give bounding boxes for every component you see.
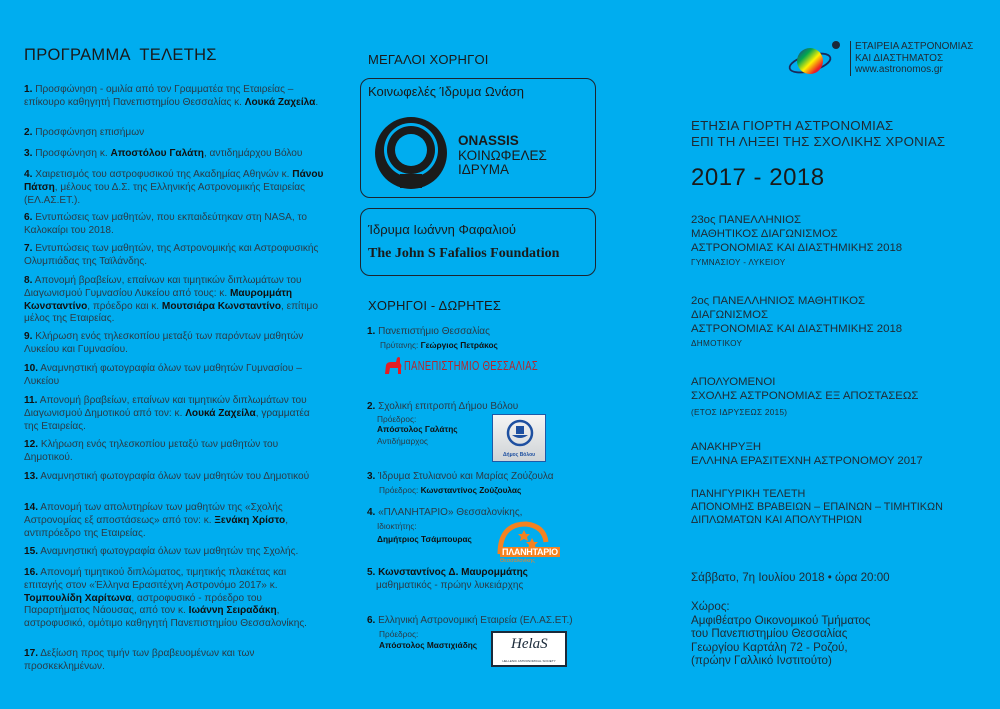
onassis-logo-icon [370,112,452,194]
event-title: ΕΤΗΣΙΑ ΓΙΟΡΤΗ ΑΣΤΡΟΝΟΜΙΑΣ ΕΠΙ ΤΗ ΛΗΞΕΙ ΤΗΣ ΣΧΟΛΙΚΗΣ ΧΡΟΝΙΑΣ [691,118,946,149]
event-section: ΠΑΝΗΓΥΡΙΚΗ ΤΕΛΕΤΗ ΑΠΟΝΟΜΗΣ ΒΡΑΒΕΙΩΝ – ΕΠΑΙΝΩΝ – ΤΙΜΗΤΙΚΩΝ ΔΙΠΛΩΜΑΤΩΝ ΚΑΙ ΑΠΟΛΥΤΗΡΙΩΝ [691,488,943,526]
donor-role: Ιδιοκτήτης: [377,521,417,531]
program-item: 8. Απονομή βραβείων, επαίνων και τιμητικών διπλωμάτων του Διαγωνισμού Γυμνασίου Λυκείου από τους: κ. Μαυρομμάτη Κωνσταντίνο, πρόεδρο και κ. Μουτσιάρα Κωνσταντίνο, επίτιμο μέλος της Εταιρείας. [24,275,318,325]
donor-person: Απόστολος Γαλάτης [377,424,458,434]
program-item: 6. Εντυπώσεις των μαθητών, που εκπαιδεύτηκαν στη NASA, το Καλοκαίρι του 2018. [24,212,307,236]
event-section: ΑΠΟΛΥΟΜΕΝΟΙ ΣΧΟΛΗΣ ΑΣΤΡΟΝΟΜΙΑΣ ΕΞ ΑΠΟΣΤΑΣΕΩΣ (ΕΤΟΣ ΙΔΡΥΣΕΩΣ 2015) [691,376,919,417]
planetarium-logo: ΠΛΑΝΗΤΑΡΙΟ Θεσσαλονίκης [494,520,550,566]
donors-title: ΧΟΡΗΓΟΙ - ΔΩΡΗΤΕΣ [368,298,502,313]
volos-logo: Δήμος Βόλου [492,414,546,462]
organization-logo-icon [786,39,846,79]
program-item: 11. Απονομή βραβείων, επαίνων και τιμητικών διπλωμάτων του Διαγωνισμού Δημοτικού από τον: κ. Λουκά Ζαχείλα, γραμματέα της Εταιρείας. [24,395,310,432]
donor-item: 4. «ΠΛΑΝΗΤΑΡΙΟ» Θεσσαλονίκης, [367,507,523,518]
donor-item: 6. Ελληνική Αστρονομική Εταιρεία (ΕΛ.ΑΣ.ΕΤ.) [367,615,573,626]
event-section: ΑΝΑΚΗΡΥΞΗ ΕΛΛΗΝΑ ΕΡΑΣΙΤΕΧΝΗ ΑΣΤΡΟΝΟΜΟΥ 2017 [691,441,923,467]
program-item: 9. Κλήρωση ενός τηλεσκοπίου μεταξύ των παρόντων μαθητών Λυκείου και Γυμνασίου. [24,331,304,355]
donor-title: Αντιδήμαρχος [377,436,428,446]
program-item: 13. Αναμνηστική φωτογραφία όλων των μαθητών του Δημοτικού [24,471,310,482]
event-datetime: Σάββατο, 7η Ιουλίου 2018 • ώρα 20:00 [691,571,890,584]
program-title: ΠΡΟΓΡΑΜΜΑ ΤΕΛΕΤΗΣ [24,46,217,64]
helas-logo: HelaS HELLENIC ASTRONOMICAL SOCIETY [491,631,567,667]
organization-name: ΕΤΑΙΡΕΙΑ ΑΣΤΡΟΝΟΜΙΑΣ ΚΑΙ ΔΙΑΣΤΗΜΑΤΟΣ www.astronomos.gr [850,41,973,76]
program-item: 3. Προσφώνηση κ. Αποστόλου Γαλάτη, αντιδημάρχου Βόλου [24,148,303,159]
donor-item: 5. Κωνσταντίνος Δ. Μαυρομμάτης [367,567,528,578]
program-item: 16. Απονομή τιμητικού διπλώματος, τιμητικής πλακέτας και επιταγής στον «Έλληνα Ερασιτέχνη Αστρονόμο 2017» κ. Τομπουλίδη Χαρίτωνα, αστροφυσικό - πρόεδρο του Παραρτήματος Νάουσας, από τον κ. Ιωάννη Σειραδάκη, αστροφυσικό, ομότιμο καθηγητή Πανεπιστημίου Θεσσαλονίκης. [24,567,307,630]
organization-website[interactable]: www.astronomos.gr [855,64,943,76]
fafalios-caption: Ίδρυμα Ιωάννη Φαφαλιού [368,222,517,237]
centaur-icon [382,355,404,375]
donor-role: Πρύτανης: Γεώργιος Πετράκος [380,340,498,350]
donor-role: Πρόεδρος: [377,414,417,424]
fafalios-sponsor-box [360,208,596,276]
onassis-caption: Κοινωφελές Ίδρυμα Ωνάση [368,84,525,99]
donor-role: Πρόεδρος: [379,629,419,639]
donor-item: 1. Πανεπιστήμιο Θεσσαλίας [367,326,490,337]
donor-item: 2. Σχολική επιτροπή Δήμου Βόλου [367,401,519,412]
donor-title: μαθηματικός - πρώην λυκειάρχης [376,580,524,591]
program-item: 15. Αναμνηστική φωτογραφία όλων των μαθητών της Σχολής. [24,546,299,557]
ship-icon [506,419,534,447]
uth-logo: ΠΑΝΕΠΙΣΤΗΜΙΟ ΘΕΣΣΑΛΙΑΣ [382,355,590,375]
program-item: 10. Αναμνηστική φωτογραφία όλων των μαθητών Γυμνασίου – Λυκείου [24,363,302,387]
donor-person: Απόστολος Μαστιχιάδης [379,640,478,650]
donor-item: 3. Ίδρυμα Στυλιανού και Μαρίας Ζούζουλα [367,471,554,482]
program-item: 7. Εντυπώσεις των μαθητών, της Αστρονομικής και Αστροφυσικής Ολυμπιάδας της Ταϊλάνδης. [24,243,319,267]
onassis-logo-text: ONASSIS ΚΟΙΝΩΦΕΛΕΣ ΙΔΡΥΜΑ [458,133,547,177]
donor-person: Δημήτριος Τσάμπουρας [377,534,472,544]
program-item: 2. Προσφώνηση επισήμων [24,127,145,138]
program-item: 12. Κλήρωση ενός τηλεσκοπίου μεταξύ των μαθητών του Δημοτικού. [24,439,279,463]
program-item: 4. Χαιρετισμός του αστροφυσικού της Ακαδημίας Αθηνών κ. Πάνου Πάτση, μέλους του Δ.Σ. της Ελληνικής Αστρονομικής Εταιρείας (ΕΛ.ΑΣ.ΕΤ.). [24,169,324,206]
event-section: 2ος ΠΑΝΕΛΛΗΝΙΟΣ ΜΑΘΗΤΙΚΟΣ ΔΙΑΓΩΝΙΣΜΟΣ ΑΣΤΡΟΝΟΜΙΑΣ ΚΑΙ ΔΙΑΣΤΗΜΙΚΗΣ 2018 ΔΗΜΟΤΙΚΟΥ [691,295,903,349]
program-item: 14. Απονομή των απολυτηρίων των μαθητών της «Σχολής Αστρονομίας εξ αποστάσεως» από τον: κ. Ξενάκη Χρίστο, αντιπρόεδρο της Εταιρείας. [24,502,289,539]
program-item: 17. Δεξίωση προς τιμήν των βραβευομένων και των προσκεκλημένων. [24,648,255,672]
fafalios-logo-text: The John S Fafalios Foundation [368,246,560,261]
donor-role: Πρόεδρος: Κωνσταντίνος Ζούζουλας [379,485,522,495]
event-venue: Χώρος: Αμφιθέατρο Οικονομικού Τμήματος του Πανεπιστημίου Θεσσαλίας Γεωργίου Καρτάλη 72 - Ροζού, (πρώην Γαλλικό Ινστιτούτο) [691,600,871,668]
event-section: 23ος ΠΑΝΕΛΛΗΝΙΟΣ ΜΑΘΗΤΙΚΟΣ ΔΙΑΓΩΝΙΣΜΟΣ ΑΣΤΡΟΝΟΜΙΑΣ ΚΑΙ ΔΙΑΣΤΗΜΙΚΗΣ 2018 ΓΥΜΝΑΣΙΟΥ - ΛΥΚΕΙΟΥ [691,214,903,268]
program-item: 1. Προσφώνηση - ομιλία από τον Γραμματέα της Εταιρείας – επίκουρο καθηγητή Πανεπιστημίου Θεσσαλίας κ. Λουκά Ζαχείλα. [24,84,319,108]
major-sponsors-title: ΜΕΓΑΛΟΙ ΧΟΡΗΓΟΙ [368,52,489,67]
event-years: 2017 - 2018 [691,164,825,191]
